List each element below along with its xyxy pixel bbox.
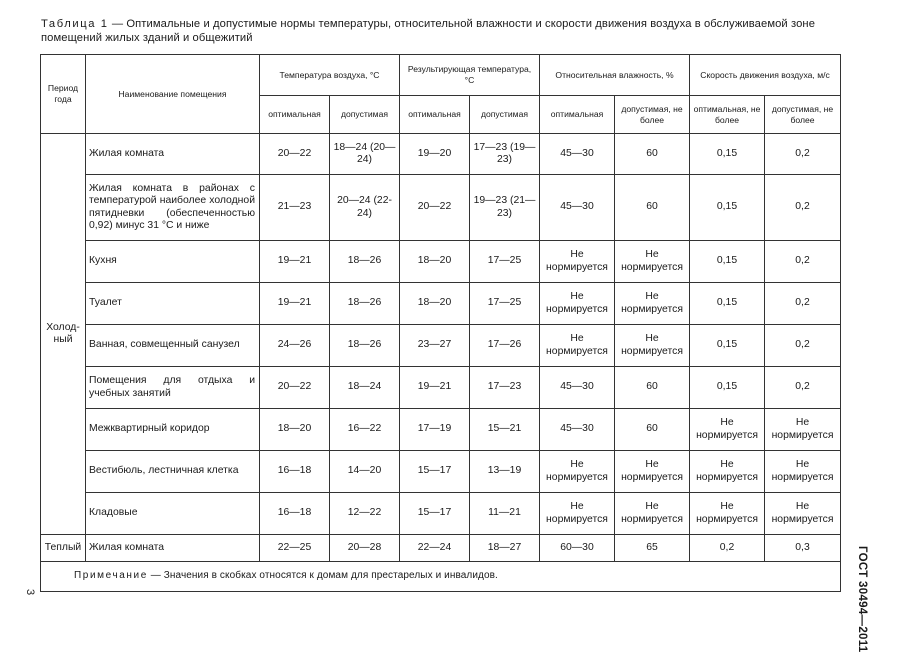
header-resulting-temperature: Результирующая температура, °С	[400, 55, 540, 96]
result-temp-allowed: 17—26	[470, 325, 540, 367]
result-temp-allowed: 17—25	[470, 283, 540, 325]
humidity-allowed: 60	[615, 134, 690, 175]
table-row	[41, 409, 841, 451]
room-name: Кухня	[86, 241, 260, 283]
result-temp-optimal: 15—17	[400, 451, 470, 493]
air-temp-optimal: 24—26	[260, 325, 330, 367]
speed-optimal: 0,15	[690, 325, 765, 367]
note-row	[41, 562, 841, 592]
humidity-optimal: Не нормируется	[540, 325, 615, 367]
document-standard-title: ГОСТ 30494—2011	[856, 546, 868, 652]
result-temp-allowed: 17—25	[470, 241, 540, 283]
room-name: Туалет	[86, 283, 260, 325]
table-row	[41, 367, 841, 409]
humidity-allowed: Не нормируется	[615, 241, 690, 283]
speed-optimal: 0,2	[690, 535, 765, 562]
result-temp-allowed: 17—23	[470, 367, 540, 409]
air-temp-allowed: 18—26	[330, 241, 400, 283]
humidity-allowed: 65	[615, 535, 690, 562]
air-temp-optimal: 16—18	[260, 493, 330, 535]
air-temp-allowed: 20—28	[330, 535, 400, 562]
result-temp-optimal: 18—20	[400, 283, 470, 325]
air-temp-allowed: 18—24 (20—24)	[330, 134, 400, 175]
result-temp-allowed: 15—21	[470, 409, 540, 451]
subheader-air-temp-allowed: допустимая	[330, 96, 400, 134]
room-name: Ванная, совмещенный санузел	[86, 325, 260, 367]
caption-text: — Оптимальные и допустимые нормы температуры, относительной влажности и скорости движения воздуха в обслуживаемой зоне помещений жилых зданий и общежитий	[41, 18, 816, 44]
humidity-optimal: 45—30	[540, 134, 615, 175]
subheader-humidity-optimal: оптимальная	[540, 96, 615, 134]
table-row	[41, 175, 841, 241]
air-temp-allowed: 12—22	[330, 493, 400, 535]
speed-allowed: 0,2	[765, 241, 841, 283]
humidity-allowed: Не нормируется	[615, 493, 690, 535]
result-temp-optimal: 17—19	[400, 409, 470, 451]
subheader-air-temp-optimal: оптимальная	[260, 96, 330, 134]
speed-allowed: 0,2	[765, 283, 841, 325]
speed-allowed: Не нормируется	[765, 409, 841, 451]
result-temp-allowed: 19—23 (21—23)	[470, 175, 540, 241]
humidity-optimal: Не нормируется	[540, 493, 615, 535]
norms-table	[40, 54, 841, 592]
speed-allowed: 0,2	[765, 367, 841, 409]
speed-optimal: 0,15	[690, 283, 765, 325]
result-temp-allowed: 17—23 (19—23)	[470, 134, 540, 175]
subheader-result-temp-allowed: допустимая	[470, 96, 540, 134]
humidity-optimal: 60—30	[540, 535, 615, 562]
subheader-speed-allowed: допустимая, не более	[765, 96, 841, 134]
humidity-optimal: Не нормируется	[540, 283, 615, 325]
air-temp-optimal: 18—20	[260, 409, 330, 451]
note-label: Примечание	[74, 570, 148, 582]
result-temp-allowed: 13—19	[470, 451, 540, 493]
air-temp-allowed: 18—26	[330, 283, 400, 325]
humidity-allowed: Не нормируется	[615, 451, 690, 493]
air-temp-optimal: 20—22	[260, 134, 330, 175]
result-temp-optimal: 15—17	[400, 493, 470, 535]
room-name: Межквартирный коридор	[86, 409, 260, 451]
table-row	[41, 241, 841, 283]
air-temp-allowed: 16—22	[330, 409, 400, 451]
note-text: — Значения в скобках относятся к домам для престарелых и инвалидов.	[147, 570, 498, 582]
humidity-allowed: Не нормируется	[615, 325, 690, 367]
speed-optimal: Не нормируется	[690, 493, 765, 535]
speed-optimal: Не нормируется	[690, 409, 765, 451]
header-air-speed: Скорость движения воздуха, м/с	[690, 55, 841, 96]
result-temp-optimal: 19—21	[400, 367, 470, 409]
speed-allowed: Не нормируется	[765, 451, 841, 493]
result-temp-allowed: 18—27	[470, 535, 540, 562]
header-row-1	[41, 55, 841, 96]
header-room-name: Наименование помещения	[86, 55, 260, 134]
air-temp-optimal: 22—25	[260, 535, 330, 562]
room-name: Жилая комната в районах с температурой наиболее холодной пятидневки (обеспеченностью 0,92) минус 31 °С и ниже	[86, 175, 260, 241]
table-row	[41, 134, 841, 175]
table-row	[41, 283, 841, 325]
room-name: Жилая комната	[86, 535, 260, 562]
humidity-allowed: 60	[615, 175, 690, 241]
table-note	[41, 562, 841, 592]
subheader-speed-optimal: оптимальная, не более	[690, 96, 765, 134]
page-number: 3	[24, 589, 36, 596]
room-name: Жилая комната	[86, 134, 260, 175]
air-temp-optimal: 19—21	[260, 283, 330, 325]
header-relative-humidity: Относительная влажность, %	[540, 55, 690, 96]
air-temp-allowed: 18—26	[330, 325, 400, 367]
period-cold: Холод-ный	[41, 134, 86, 535]
speed-allowed: Не нормируется	[765, 493, 841, 535]
speed-optimal: 0,15	[690, 241, 765, 283]
result-temp-optimal: 23—27	[400, 325, 470, 367]
air-temp-optimal: 20—22	[260, 367, 330, 409]
result-temp-allowed: 11—21	[470, 493, 540, 535]
subheader-humidity-allowed: допустимая, не более	[615, 96, 690, 134]
humidity-optimal: 45—30	[540, 409, 615, 451]
speed-optimal: Не нормируется	[690, 451, 765, 493]
table-row	[41, 451, 841, 493]
table-row	[41, 325, 841, 367]
humidity-allowed: 60	[615, 409, 690, 451]
speed-optimal: 0,15	[690, 175, 765, 241]
room-name: Кладовые	[86, 493, 260, 535]
table-caption	[41, 17, 841, 45]
room-name: Вестибюль, лестничная клетка	[86, 451, 260, 493]
subheader-result-temp-optimal: оптимальная	[400, 96, 470, 134]
air-temp-allowed: 14—20	[330, 451, 400, 493]
humidity-optimal: Не нормируется	[540, 241, 615, 283]
speed-allowed: 0,2	[765, 325, 841, 367]
speed-optimal: 0,15	[690, 134, 765, 175]
air-temp-optimal: 16—18	[260, 451, 330, 493]
humidity-optimal: Не нормируется	[540, 451, 615, 493]
humidity-optimal: 45—30	[540, 367, 615, 409]
humidity-optimal: 45—30	[540, 175, 615, 241]
speed-allowed: 0,2	[765, 175, 841, 241]
table-row	[41, 493, 841, 535]
header-air-temperature: Температура воздуха, °С	[260, 55, 400, 96]
room-name: Помещения для отдыха и учебных занятий	[86, 367, 260, 409]
result-temp-optimal: 19—20	[400, 134, 470, 175]
caption-label: Таблица 1	[41, 18, 109, 30]
speed-allowed: 0,3	[765, 535, 841, 562]
speed-optimal: 0,15	[690, 367, 765, 409]
humidity-allowed: 60	[615, 367, 690, 409]
humidity-allowed: Не нормируется	[615, 283, 690, 325]
header-period: Период года	[41, 55, 86, 134]
result-temp-optimal: 20—22	[400, 175, 470, 241]
air-temp-allowed: 18—24	[330, 367, 400, 409]
speed-allowed: 0,2	[765, 134, 841, 175]
air-temp-allowed: 20—24 (22-24)	[330, 175, 400, 241]
air-temp-optimal: 19—21	[260, 241, 330, 283]
result-temp-optimal: 18—20	[400, 241, 470, 283]
result-temp-optimal: 22—24	[400, 535, 470, 562]
period-warm: Теплый	[41, 535, 86, 562]
table-row	[41, 535, 841, 562]
air-temp-optimal: 21—23	[260, 175, 330, 241]
